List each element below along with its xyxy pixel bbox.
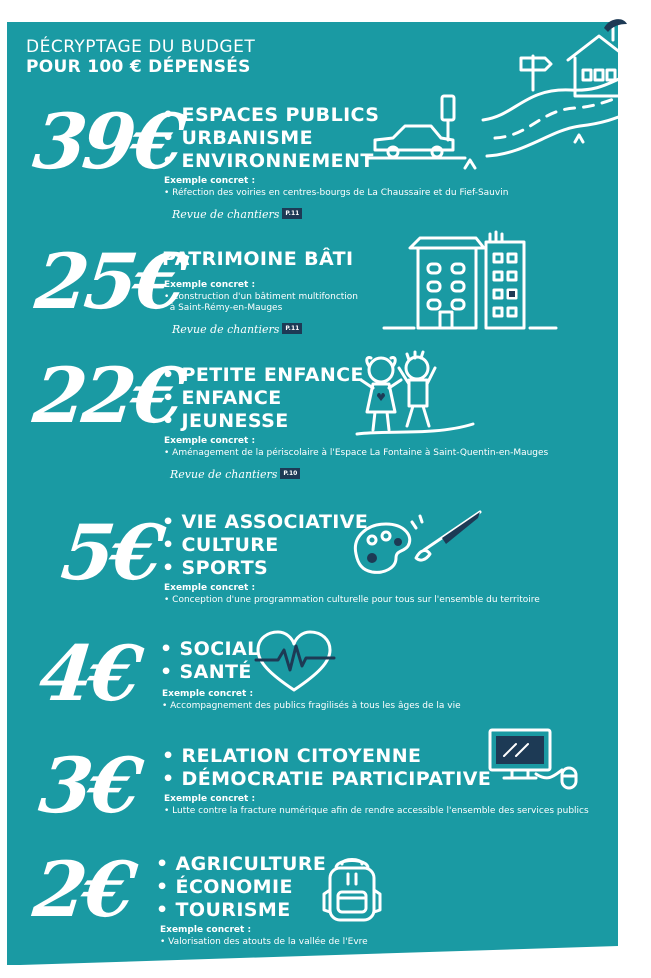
amount-3: 3€ bbox=[35, 741, 143, 830]
reference-text: Revue de chantiers bbox=[170, 468, 278, 481]
category-item: • SOCIAL bbox=[160, 638, 260, 660]
header-title: DÉCRYPTAGE DU BUDGET bbox=[26, 37, 256, 57]
category-item: • TOURISME bbox=[156, 899, 291, 921]
category-item: • URBANISME bbox=[162, 127, 313, 149]
example-label: Exemple concret : bbox=[164, 280, 256, 290]
category-list bbox=[162, 745, 491, 791]
page-tag: P.11 bbox=[282, 323, 302, 334]
category-item: • DÉMOCRATIE PARTICIPATIVE bbox=[162, 768, 492, 790]
reference-link[interactable] bbox=[172, 203, 302, 222]
example-label: Exemple concret : bbox=[160, 925, 252, 935]
page-tag: P.11 bbox=[282, 208, 302, 219]
amount-5: 5€ bbox=[57, 508, 165, 597]
children-icon bbox=[355, 350, 475, 440]
example-text: • Construction d'un bâtiment multifonction à Saint-Rémy-en-Mauges bbox=[164, 292, 359, 313]
example-text: • Accompagnement des publics fragilisés à tous les âges de la vie bbox=[162, 701, 461, 711]
category-list bbox=[162, 364, 364, 433]
reference-text: Revue de chantiers bbox=[172, 323, 280, 336]
amount-4: 4€ bbox=[35, 629, 143, 718]
category-item: • ÉCONOMIE bbox=[156, 876, 293, 898]
reference-link[interactable] bbox=[172, 318, 302, 337]
category-item: • SANTÉ bbox=[160, 661, 252, 683]
category-list bbox=[162, 511, 368, 580]
palette-brush-icon bbox=[350, 510, 490, 582]
category-item: • ENVIRONNEMENT bbox=[162, 150, 374, 172]
category-item: • JEUNESSE bbox=[162, 410, 289, 432]
example-label: Exemple concret : bbox=[162, 689, 254, 699]
category-item: • ESPACES PUBLICS bbox=[162, 104, 380, 126]
road-car-house-icon bbox=[365, 18, 645, 178]
example-text: • Conception d'une programmation culturelle pour tous sur l'ensemble du territoire bbox=[164, 595, 540, 605]
example-label: Exemple concret : bbox=[164, 583, 256, 593]
category-list bbox=[162, 248, 353, 271]
example-text: • Réfection des voiries en centres-bourgs de La Chaussaire et du Fief-Sauvin bbox=[164, 188, 509, 198]
category-item: • CULTURE bbox=[162, 534, 279, 556]
category-list bbox=[162, 104, 379, 173]
amount-39: 39€ bbox=[29, 97, 186, 186]
example-text: • Valorisation des atouts de la vallée de l'Evre bbox=[160, 937, 368, 947]
computer-mouse-icon bbox=[486, 726, 586, 796]
category-item: PATRIMOINE BÂTI bbox=[162, 248, 354, 270]
heart-pulse-icon bbox=[252, 630, 338, 696]
example-text: • Aménagement de la périscolaire à l'Espace La Fontaine à Saint-Quentin-en-Mauges bbox=[164, 448, 549, 458]
category-item: • SPORTS bbox=[162, 557, 269, 579]
header-subtitle: POUR 100 € DÉPENSÉS bbox=[26, 57, 251, 77]
example-label: Exemple concret : bbox=[164, 794, 256, 804]
category-list bbox=[156, 853, 326, 922]
backpack-icon bbox=[322, 854, 382, 924]
amount-2: 2€ bbox=[29, 845, 137, 934]
example-label: Exemple concret : bbox=[164, 436, 256, 446]
page-tag: P.10 bbox=[280, 468, 300, 479]
category-item: • PETITE ENFANCE bbox=[162, 364, 364, 386]
category-list bbox=[160, 638, 260, 684]
example-label: Exemple concret : bbox=[164, 176, 256, 186]
category-item: • RELATION CITOYENNE bbox=[162, 745, 422, 767]
example-text: • Lutte contre la fracture numérique afin de rendre accessible l'ensemble des services publics bbox=[164, 806, 589, 816]
amount-25: 25€ bbox=[31, 237, 188, 326]
category-item: • VIE ASSOCIATIVE bbox=[162, 511, 369, 533]
reference-link[interactable] bbox=[170, 463, 300, 482]
reference-text: Revue de chantiers bbox=[172, 208, 280, 221]
category-item: • AGRICULTURE bbox=[156, 853, 327, 875]
amount-22: 22€ bbox=[29, 351, 186, 440]
category-item: • ENFANCE bbox=[162, 387, 282, 409]
buildings-icon bbox=[380, 230, 560, 334]
